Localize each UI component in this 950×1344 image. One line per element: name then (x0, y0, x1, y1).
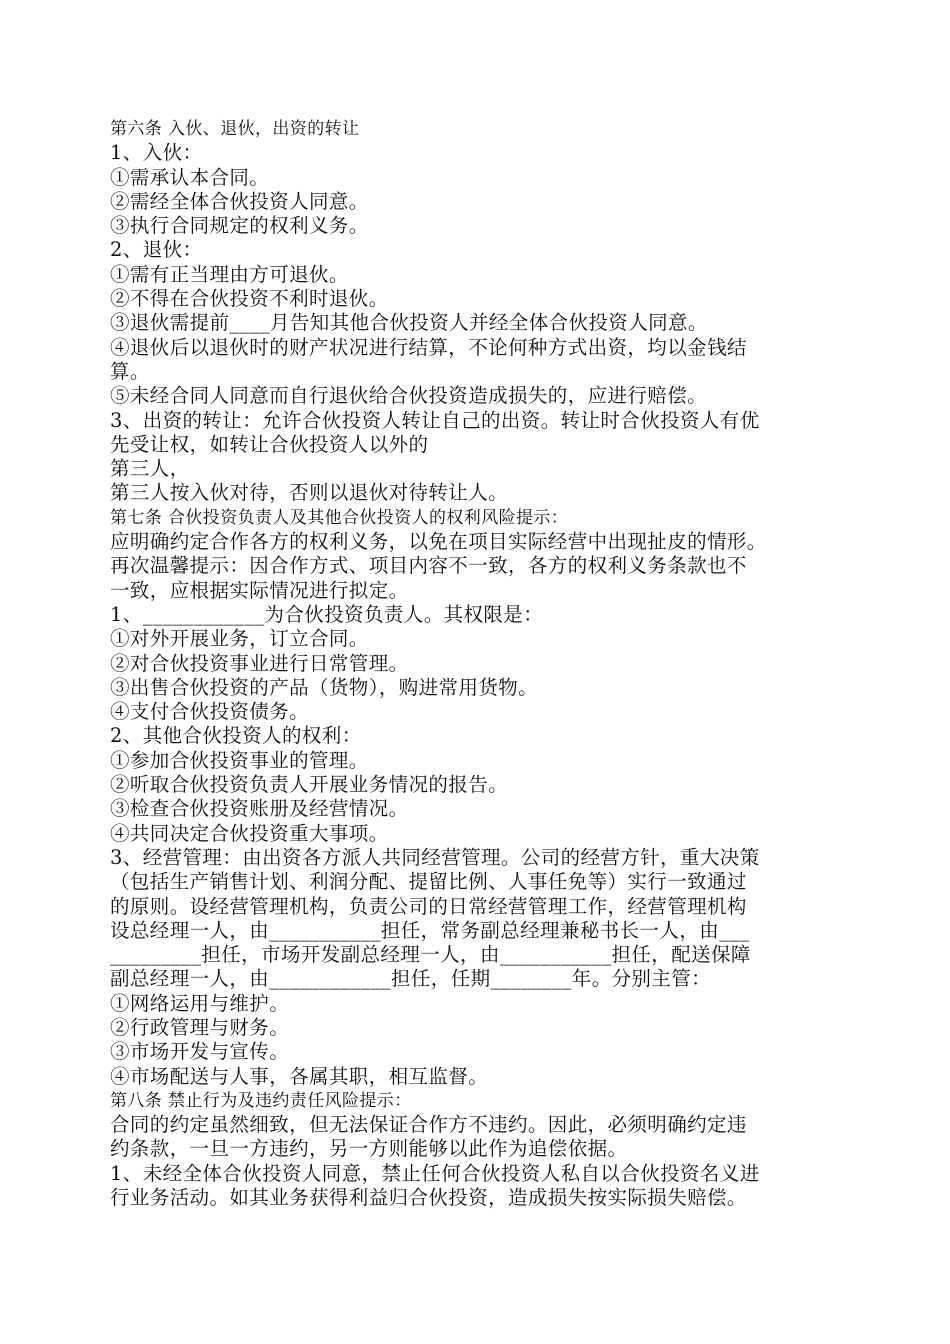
text-line: ①网络运用与维护。 (110, 991, 290, 1015)
text-line: ④退伙后以退伙时的财产状况进行结算，不论何种方式出资，均以金钱结 (110, 335, 747, 359)
text-line: 3、经营管理：由出资各方派人共同经营管理。公司的经营方针，重大决策 (110, 845, 760, 869)
text-line: ①需有正当理由方可退伙。 (110, 262, 349, 286)
article-8-heading: 第八条 禁止行为及违约责任风险提示： (110, 1090, 412, 1111)
text-line: 的原则。设经营管理机构，负责公司的日常经营管理工作，经营管理机构 (110, 894, 747, 918)
text-line: （包括生产销售计划、利润分配、提留比例、人事任免等）实行一致通过 (110, 870, 747, 894)
text-line: 第三人， (110, 457, 190, 481)
text-line: ②对合伙投资事业进行日常管理。 (110, 651, 409, 675)
document-body (110, 117, 845, 1210)
text-line: 应明确约定合作各方的权利义务，以免在项目实际经营中出现扯皮的情形。 (110, 530, 767, 554)
text-line: ③出售合伙投资的产品（货物），购进常用货物。 (110, 675, 539, 699)
article-6-heading: 第六条 入伙、退伙，出资的转让 (110, 119, 360, 139)
text-line: ③执行合同规定的权利义务。 (110, 214, 369, 238)
text-line: ②听取合伙投资负责人开展业务情况的报告。 (110, 773, 509, 797)
text-line: ⑤未经合同人同意而自行退伙给合伙投资造成损失的，应进行赔偿。 (110, 384, 708, 408)
text-line: 3、出资的转让：允许合伙投资人转让自己的出资。转让时合伙投资人有优 (110, 408, 760, 432)
text-line: 一致，应根据实际情况进行拟定。 (110, 578, 409, 602)
text-line: 2、退伙： (110, 238, 203, 262)
text-line: ②需经全体合伙投资人同意。 (110, 189, 369, 213)
text-line: ④共同决定合伙投资重大事项。 (110, 821, 389, 845)
text-line: 行业务活动。如其业务获得利益归合伙投资，造成损失按实际损失赔偿。 (110, 1186, 747, 1210)
text-line: ②行政管理与财务。 (110, 1015, 290, 1039)
text-line: 2、其他合伙投资人的权利： (110, 724, 362, 748)
text-line: 先受让权，如转让合伙投资人以外的 (110, 432, 429, 456)
text-line: ①参加合伙投资事业的管理。 (110, 748, 369, 772)
text-line: 1、未经全体合伙投资人同意，禁止任何合伙投资人私自以合伙投资名义进 (110, 1161, 760, 1185)
text-line: ③退伙需提前____月告知其他合伙投资人并经全体合伙投资人同意。 (110, 311, 708, 335)
text-line: 合同的约定虽然细致，但无法保证合作方不违约。因此，必须明确约定违 (110, 1113, 747, 1137)
text-line: ①对外开展业务，订立合同。 (110, 627, 369, 651)
article-7-heading: 第七条 合伙投资负责人及其他合伙投资人的权利风险提示： (110, 507, 569, 528)
text-line: _________担任，市场开发副总经理一人，由___________担任，配送保障 (110, 943, 751, 967)
text-line: 算。 (110, 359, 150, 383)
text-line: ①需承认本合同。 (110, 165, 270, 189)
text-line: 1、____________为合伙投资负责人。其权限是： (110, 602, 544, 626)
text-line: 约条款，一旦一方违约，另一方则能够以此作为追偿依据。 (110, 1137, 628, 1161)
text-line: ③检查合伙投资账册及经营情况。 (110, 797, 409, 821)
text-line: ②不得在合伙投资不利时退伙。 (110, 287, 389, 311)
text-line: 副总经理一人，由____________担任，任期________年。分别主管： (110, 967, 712, 991)
text-line: 1、入伙： (110, 141, 203, 165)
text-line: 再次温馨提示：因合作方式、项目内容不一致，各方的权利义务条款也不 (110, 554, 747, 578)
text-line: ③市场开发与宣传。 (110, 1040, 290, 1064)
text-line: ④市场配送与人事，各属其职，相互监督。 (110, 1064, 489, 1088)
text-line: ④支付合伙投资债务。 (110, 700, 310, 724)
text-line: 设总经理一人，由___________担任，常务副总经理兼秘书长一人，由___ (110, 918, 750, 942)
text-line: 第三人按入伙对待，否则以退伙对待转让人。 (110, 481, 509, 505)
